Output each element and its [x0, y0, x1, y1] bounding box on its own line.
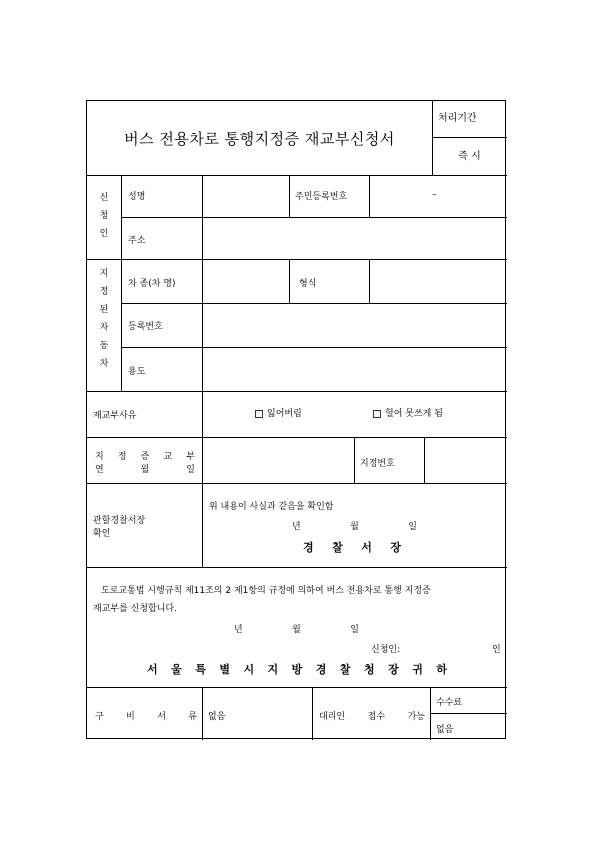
checkbox-icon[interactable] — [255, 410, 263, 418]
model-label: 형식 — [299, 279, 317, 289]
declaration-date: 년 월 일 — [234, 625, 359, 635]
issue-date-label-line2: 연 월 일 — [95, 465, 195, 475]
name-label: 성명 — [128, 192, 146, 202]
confirm-date: 년 월 일 — [292, 522, 417, 532]
address-label: 주소 — [128, 236, 146, 246]
use-field[interactable] — [203, 348, 506, 390]
address-field[interactable] — [203, 218, 506, 257]
designation-number-label: 지정번호 — [360, 459, 395, 469]
proxy-acceptance: 대리인 접수 가능 — [319, 712, 425, 722]
issue-date-label-line1: 지 정 증 교 부 — [95, 452, 195, 462]
rrn-field[interactable]: – — [432, 190, 437, 200]
vehicle-type-field[interactable] — [203, 260, 288, 302]
designation-number-field[interactable] — [425, 438, 506, 482]
addressee: 서 울 특 별 시 지 방 경 찰 청 장 귀 하 — [147, 663, 447, 676]
name-field[interactable] — [203, 176, 288, 215]
applicant-section-label: 신 청 인 — [99, 193, 109, 239]
use-label: 용도 — [128, 367, 146, 377]
model-field[interactable] — [370, 260, 506, 302]
reason-option-lost[interactable]: 잃어버림 — [255, 408, 302, 420]
documents-label: 구 비 서 류 — [95, 712, 197, 722]
reason-option-worn[interactable]: 헐어 못쓰게 됨 — [373, 408, 443, 420]
issue-date-field[interactable] — [203, 438, 353, 482]
confirm-statement: 위 내용이 사실과 같음을 확인함 — [209, 502, 334, 512]
fee-value: 없음 — [436, 725, 454, 735]
registration-label: 등록번호 — [128, 322, 163, 332]
seal-mark: 인 — [492, 645, 501, 655]
form-title: 버스 전용차로 통행지정증 재교부신청서 — [124, 129, 395, 148]
declaration-text-line1: 도로교통법 시행규칙 제11조의 2 제1항의 규정에 의하여 버스 전용차로 통행 지정증 — [101, 586, 431, 596]
processing-period-label: 처리기간 — [438, 113, 477, 124]
reason-label: 재교부사유 — [93, 411, 137, 421]
rrn-label: 주민등록번호 — [295, 192, 348, 202]
vehicle-section-label: 지 정 된 자 동 차 — [99, 269, 109, 369]
declaration-text-line2: 재교부를 신청합니다. — [93, 604, 177, 614]
processing-period-value: 즉 시 — [458, 151, 481, 162]
vehicle-type-label: 차 종(차 명) — [128, 279, 176, 289]
police-confirm-label: 관할경찰서장 확인 — [93, 516, 146, 539]
police-chief-signature: 경 찰 서 장 — [303, 541, 401, 554]
applicant-signature-label: 신청인: — [371, 645, 401, 655]
application-form — [86, 100, 506, 739]
registration-field[interactable] — [203, 304, 506, 346]
fee-label: 수수료 — [436, 698, 463, 708]
checkbox-icon[interactable] — [373, 410, 381, 418]
documents-value: 없음 — [208, 712, 226, 722]
